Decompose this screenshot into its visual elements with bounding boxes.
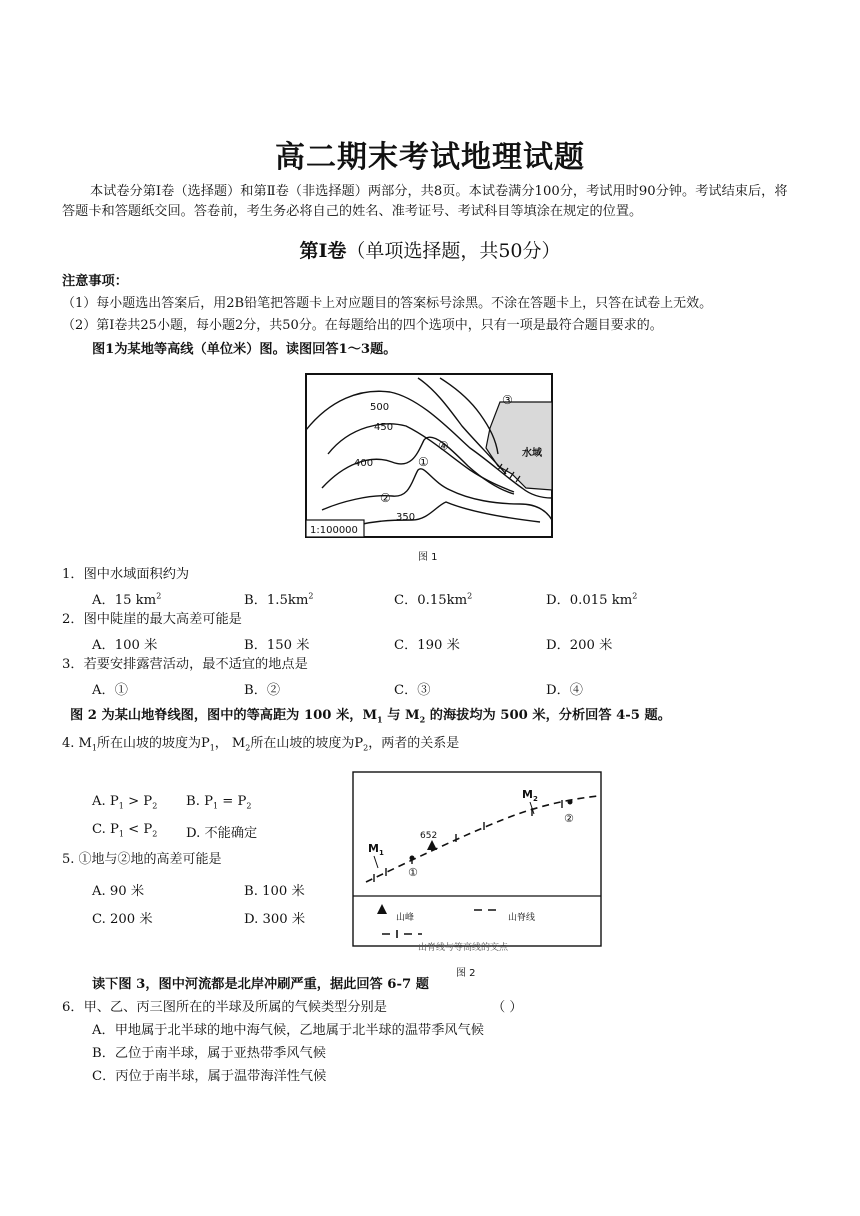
water-label: 水域 — [522, 448, 542, 459]
q6-option-c: C．丙位于南半球，属于温带海洋性气候 — [92, 1069, 327, 1084]
q1-option-b: B．$1.5km^2$ — [244, 591, 314, 608]
fig1-intro: 图1为某地等高线（单位米）图。读图回答1～3题。 — [92, 342, 397, 357]
q1-stem: 1．图中水域面积约为 — [62, 567, 190, 582]
q1-option-c: C．$0.15km^2$ — [394, 591, 473, 608]
q5-option-a: A. 90 米 — [92, 884, 145, 899]
q2-option-b: B．150 米 — [244, 638, 310, 653]
q6-option-a: A．甲地属于北半球的地中海气候，乙地属于北半球的温带季风气候 — [92, 1023, 484, 1038]
contour-label-500: 500 — [370, 402, 390, 413]
q2-option-a: A．100 米 — [92, 638, 158, 653]
m1-label: $M_1$ — [368, 842, 384, 857]
scale-label: 1:100000 — [310, 525, 358, 536]
q3-option-a: A．① — [92, 683, 128, 698]
q4-option-d: D. 不能确定 — [186, 826, 258, 841]
marker-3: ③ — [502, 393, 513, 407]
legend-intersect-label: 山脊线与等高线的交点 — [418, 943, 509, 953]
intro-paragraph: 本试卷分第Ⅰ卷（选择题）和第Ⅱ卷（非选择题）两部分，共8页。本试卷满分100分，考试用时90分钟。考试结束后，将答题卡和答题纸交回。答卷前，考生务必将自己的姓名、准考证号、考试科目等填涂在规定的位置。 — [62, 184, 788, 219]
q6-option-b: B．乙位于南半球，属于亚热带季风气候 — [92, 1046, 326, 1061]
q6-stem: 6．甲、乙、丙三图所在的半球及所属的气候类型分别是 — [62, 1000, 387, 1015]
part-heading-bold: 第Ⅰ卷 — [299, 240, 347, 262]
q2-option-d: D．200 米 — [546, 638, 613, 653]
fig2-intro: 图 2 为某山地脊线图，图中的等高距为 100 米，$M_1$ 与 $M_2$ 的海拔均为 500 米，分析回答 4-5 题。 — [70, 708, 671, 725]
marker-1: ① — [418, 455, 429, 469]
figure-2-caption: 图 2 — [456, 968, 476, 979]
figure-2-ridge-map — [352, 770, 604, 984]
q1-option-a: A．15 $km^2$ — [92, 591, 162, 608]
q4-option-a: A. $P_1 > P_2$ — [92, 794, 158, 811]
legend-ridge-label: 山脊线 — [508, 913, 536, 923]
notice-item-1: （1）每小题选出答案后，用2B铅笔把答题卡上对应题目的答案标号涂黑。不涂在答题卡上，只答在试卷上无效。 — [62, 296, 713, 311]
q1-option-d: D．0.015 $km^2$ — [546, 591, 638, 608]
part-heading — [0, 236, 860, 263]
marker-4: ④ — [438, 439, 449, 453]
q3-option-c: C．③ — [394, 683, 431, 698]
q4-option-b: B. $P_1 = P_2$ — [186, 794, 252, 811]
q4-option-c: C. $P_1 < P_2$ — [92, 822, 158, 839]
marker-2: ② — [380, 491, 391, 505]
q5-option-c: C. 200 米 — [92, 912, 153, 927]
q2-option-c: C．190 米 — [394, 638, 460, 653]
page-title: 高二期末考试地理试题 — [275, 140, 585, 175]
figure-1-contour-map — [300, 370, 558, 570]
notice-item-2: （2）第Ⅰ卷共25小题，每小题2分，共50分。在每题给出的四个选项中，只有一项是最符合题目要求的。 — [62, 318, 663, 333]
point-2: ② — [564, 812, 574, 825]
q6-answer-paren: （ ） — [492, 1000, 523, 1015]
q2-stem: 2．图中陡崖的最大高差可能是 — [62, 612, 242, 627]
q3-stem: 3．若要安排露营活动，最不适宜的地点是 — [62, 657, 308, 672]
contour-label-350: 350 — [396, 512, 416, 523]
q5-stem: 5. ①地与②地的高差可能是 — [62, 852, 222, 867]
q3-option-d: D．④ — [546, 683, 583, 698]
contour-label-400: 400 — [354, 458, 374, 469]
contour-label-450: 450 — [374, 422, 394, 433]
q4-stem: 4. $M_1$所在山坡的坡度为$P_1$， $M_2$所在山坡的坡度为$P_2$，两者的关系是 — [62, 736, 460, 753]
notice-heading: 注意事项： — [62, 274, 128, 289]
legend-peak-label: 山峰 — [396, 913, 415, 923]
q3-option-b: B．② — [244, 683, 281, 698]
q5-option-d: D. 300 米 — [244, 912, 306, 927]
figure-1-caption: 图 1 — [418, 552, 438, 563]
point-1: ① — [408, 866, 418, 879]
m2-label: $M_2$ — [522, 788, 538, 803]
q5-option-b: B. 100 米 — [244, 884, 305, 899]
fig3-intro: 读下图 3，图中河流都是北岸冲刷严重，据此回答 6-7 题 — [92, 977, 429, 992]
part-heading-rest: （单项选择题，共50分） — [346, 240, 561, 262]
peak-height: 652 — [420, 831, 438, 841]
